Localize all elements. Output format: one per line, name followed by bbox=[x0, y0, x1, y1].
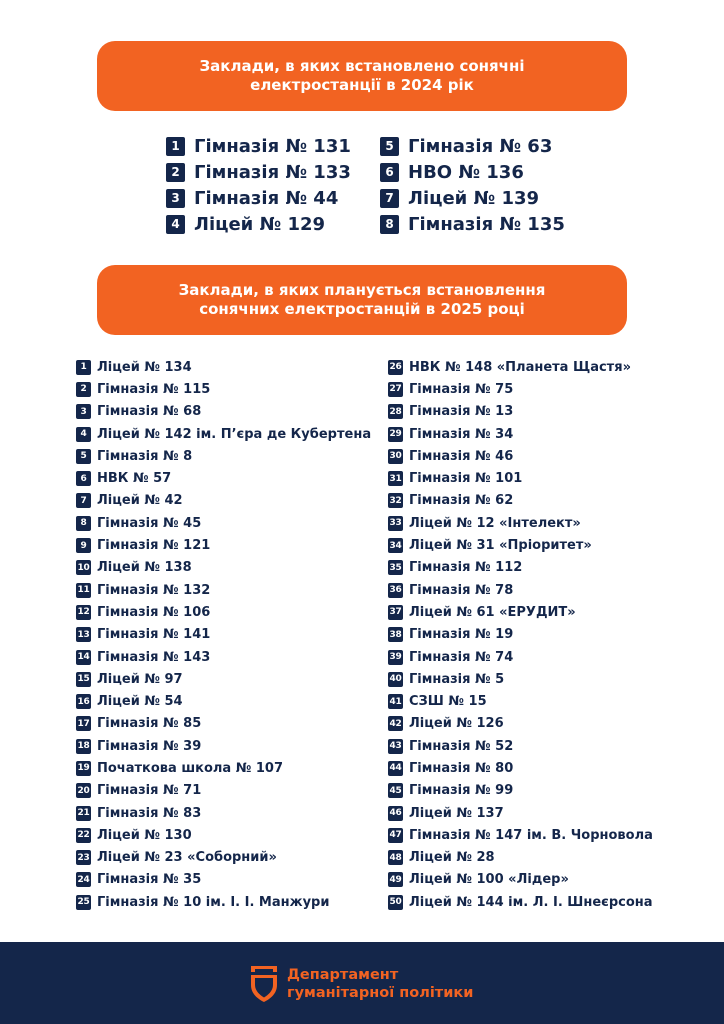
item-name: Гімназія № 133 bbox=[194, 161, 351, 183]
item-number-badge: 45 bbox=[388, 783, 403, 798]
item-number-badge: 34 bbox=[388, 538, 403, 553]
item-number-badge: 25 bbox=[76, 895, 91, 910]
item-number-badge: 10 bbox=[76, 560, 91, 575]
item-name: Гімназія № 8 bbox=[97, 448, 193, 464]
list-item bbox=[388, 534, 653, 556]
list-item bbox=[388, 401, 653, 423]
list-item bbox=[76, 869, 371, 891]
item-name: НВО № 136 bbox=[408, 161, 524, 183]
item-name: Гімназія № 112 bbox=[409, 560, 523, 576]
item-number-badge: 35 bbox=[388, 560, 403, 575]
item-number-badge: 37 bbox=[388, 605, 403, 620]
banner-2025-title-line2: сонячних електростанцій в 2025 році bbox=[199, 300, 525, 318]
item-number-badge: 4 bbox=[166, 215, 185, 234]
item-number-badge: 1 bbox=[76, 360, 91, 375]
item-number-badge: 17 bbox=[76, 716, 91, 731]
list-item bbox=[76, 512, 371, 534]
item-name: Гімназія № 35 bbox=[97, 872, 202, 888]
item-number-badge: 38 bbox=[388, 627, 403, 642]
list-2024-column-1 bbox=[166, 133, 351, 237]
item-number-badge: 42 bbox=[388, 716, 403, 731]
shield-logo-icon bbox=[248, 963, 280, 1003]
item-name: Ліцей № 130 bbox=[97, 827, 192, 843]
list-item bbox=[76, 735, 371, 757]
list-2025-column-1 bbox=[76, 356, 371, 913]
item-name: Гімназія № 68 bbox=[97, 404, 202, 420]
list-item bbox=[76, 534, 371, 556]
item-name: Гімназія № 141 bbox=[97, 627, 211, 643]
banner-2024-title-line2: електростанції в 2024 рік bbox=[250, 76, 474, 94]
item-number-badge: 28 bbox=[388, 404, 403, 419]
item-name: Ліцей № 144 ім. Л. І. Шнеєрсона bbox=[409, 894, 653, 910]
item-name: Гімназія № 19 bbox=[409, 627, 514, 643]
item-name: Ліцей № 134 bbox=[97, 359, 192, 375]
item-name: Гімназія № 83 bbox=[97, 805, 202, 821]
item-name: Гімназія № 10 ім. І. І. Манжури bbox=[97, 894, 330, 910]
list-item bbox=[76, 601, 371, 623]
item-name: Ліцей № 129 bbox=[194, 213, 326, 235]
list-item bbox=[388, 557, 653, 579]
item-number-badge: 46 bbox=[388, 806, 403, 821]
banner-2025 bbox=[97, 265, 627, 335]
list-2024-column-2 bbox=[380, 133, 565, 237]
list-item bbox=[76, 713, 371, 735]
list-item bbox=[76, 579, 371, 601]
item-name: Ліцей № 139 bbox=[408, 187, 540, 209]
list-item bbox=[388, 378, 653, 400]
item-name: Гімназія № 131 bbox=[194, 135, 351, 157]
list-item bbox=[76, 624, 371, 646]
item-number-badge: 6 bbox=[380, 163, 399, 182]
item-name: Гімназія № 39 bbox=[97, 738, 202, 754]
item-number-badge: 26 bbox=[388, 360, 403, 375]
list-item bbox=[76, 467, 371, 489]
item-number-badge: 13 bbox=[76, 627, 91, 642]
item-name: Гімназія № 63 bbox=[408, 135, 553, 157]
item-name: Гімназія № 46 bbox=[409, 448, 514, 464]
list-item bbox=[388, 423, 653, 445]
list-item bbox=[388, 869, 653, 891]
item-name: Гімназія № 101 bbox=[409, 471, 523, 487]
item-name: Ліцей № 42 bbox=[97, 493, 183, 509]
list-item bbox=[76, 757, 371, 779]
item-number-badge: 11 bbox=[76, 583, 91, 598]
list-item bbox=[166, 185, 351, 211]
item-name: Гімназія № 80 bbox=[409, 760, 514, 776]
item-number-badge: 2 bbox=[166, 163, 185, 182]
item-number-badge: 27 bbox=[388, 382, 403, 397]
item-name: Гімназія № 147 ім. В. Чорновола bbox=[409, 827, 653, 843]
list-item bbox=[76, 490, 371, 512]
item-name: Гімназія № 99 bbox=[409, 783, 514, 799]
item-name: Гімназія № 45 bbox=[97, 515, 202, 531]
list-item bbox=[388, 490, 653, 512]
item-number-badge: 1 bbox=[166, 137, 185, 156]
item-number-badge: 7 bbox=[76, 493, 91, 508]
list-item bbox=[76, 378, 371, 400]
item-number-badge: 7 bbox=[380, 189, 399, 208]
item-name: Гімназія № 121 bbox=[97, 538, 211, 554]
item-name: Гімназія № 143 bbox=[97, 649, 211, 665]
list-item bbox=[166, 211, 351, 237]
item-name: Гімназія № 85 bbox=[97, 716, 202, 732]
item-number-badge: 5 bbox=[76, 449, 91, 464]
item-name: Ліцей № 28 bbox=[409, 850, 495, 866]
item-name: Гімназія № 13 bbox=[409, 404, 514, 420]
list-item bbox=[388, 824, 653, 846]
list-item bbox=[388, 601, 653, 623]
item-number-badge: 6 bbox=[76, 471, 91, 486]
list-item bbox=[388, 467, 653, 489]
item-name: Ліцей № 100 «Лідер» bbox=[409, 872, 569, 888]
item-name: Ліцей № 31 «Пріоритет» bbox=[409, 538, 592, 554]
item-name: Ліцей № 23 «Соборний» bbox=[97, 850, 277, 866]
item-name: Ліцей № 126 bbox=[409, 716, 504, 732]
item-number-badge: 33 bbox=[388, 516, 403, 531]
list-item bbox=[76, 445, 371, 467]
item-number-badge: 21 bbox=[76, 806, 91, 821]
banner-2024-title-line1: Заклади, в яких встановлено сонячні bbox=[199, 57, 525, 75]
item-name: Гімназія № 115 bbox=[97, 381, 211, 397]
list-item bbox=[380, 159, 565, 185]
item-number-badge: 43 bbox=[388, 739, 403, 754]
item-name: Ліцей № 54 bbox=[97, 694, 183, 710]
item-number-badge: 32 bbox=[388, 493, 403, 508]
item-number-badge: 8 bbox=[76, 516, 91, 531]
list-item bbox=[388, 713, 653, 735]
item-number-badge: 22 bbox=[76, 828, 91, 843]
list-item bbox=[76, 423, 371, 445]
item-number-badge: 29 bbox=[388, 427, 403, 442]
item-name: НВК № 57 bbox=[97, 471, 172, 487]
list-item bbox=[388, 579, 653, 601]
item-number-badge: 12 bbox=[76, 605, 91, 620]
department-name bbox=[287, 966, 473, 1002]
item-name: Початкова школа № 107 bbox=[97, 760, 284, 776]
item-number-badge: 50 bbox=[388, 895, 403, 910]
item-name: НВК № 148 «Планета Щастя» bbox=[409, 359, 631, 375]
list-item bbox=[388, 445, 653, 467]
item-name: Ліцей № 97 bbox=[97, 671, 183, 687]
list-item bbox=[76, 557, 371, 579]
item-name: Гімназія № 78 bbox=[409, 582, 514, 598]
list-item bbox=[388, 690, 653, 712]
item-number-badge: 2 bbox=[76, 382, 91, 397]
item-name: Ліцей № 142 ім. П’єра де Кубертена bbox=[97, 426, 372, 442]
list-item bbox=[166, 159, 351, 185]
item-number-badge: 8 bbox=[380, 215, 399, 234]
item-name: Ліцей № 12 «Інтелект» bbox=[409, 515, 581, 531]
item-name: Ліцей № 61 «ЕРУДИТ» bbox=[409, 604, 576, 620]
item-name: Гімназія № 135 bbox=[408, 213, 565, 235]
item-number-badge: 19 bbox=[76, 761, 91, 776]
item-number-badge: 30 bbox=[388, 449, 403, 464]
list-item bbox=[388, 512, 653, 534]
list-item bbox=[166, 133, 351, 159]
department-name-line2: гуманітарної політики bbox=[287, 985, 474, 1001]
item-number-badge: 47 bbox=[388, 828, 403, 843]
list-item bbox=[76, 780, 371, 802]
item-number-badge: 24 bbox=[76, 872, 91, 887]
item-number-badge: 23 bbox=[76, 850, 91, 865]
item-name: Гімназія № 132 bbox=[97, 582, 211, 598]
list-item bbox=[388, 356, 653, 378]
department-name-line1: Департамент bbox=[287, 967, 399, 983]
item-name: Ліцей № 138 bbox=[97, 560, 192, 576]
item-name: Гімназія № 62 bbox=[409, 493, 514, 509]
list-item bbox=[380, 185, 565, 211]
list-item bbox=[388, 802, 653, 824]
item-number-badge: 16 bbox=[76, 694, 91, 709]
item-number-badge: 4 bbox=[76, 427, 91, 442]
item-name: Ліцей № 137 bbox=[409, 805, 504, 821]
list-item bbox=[388, 757, 653, 779]
item-name: Гімназія № 34 bbox=[409, 426, 514, 442]
list-item bbox=[388, 646, 653, 668]
item-number-badge: 5 bbox=[380, 137, 399, 156]
list-item bbox=[76, 401, 371, 423]
list-item bbox=[388, 847, 653, 869]
list-item bbox=[76, 356, 371, 378]
list-item bbox=[76, 802, 371, 824]
list-item bbox=[76, 847, 371, 869]
item-number-badge: 9 bbox=[76, 538, 91, 553]
list-item bbox=[388, 668, 653, 690]
item-number-badge: 3 bbox=[166, 189, 185, 208]
item-name: Гімназія № 74 bbox=[409, 649, 514, 665]
item-number-badge: 40 bbox=[388, 672, 403, 687]
item-number-badge: 31 bbox=[388, 471, 403, 486]
list-item bbox=[388, 735, 653, 757]
banner-2024 bbox=[97, 41, 627, 111]
item-number-badge: 44 bbox=[388, 761, 403, 776]
item-number-badge: 49 bbox=[388, 872, 403, 887]
item-number-badge: 36 bbox=[388, 583, 403, 598]
list-item bbox=[76, 891, 371, 913]
item-number-badge: 18 bbox=[76, 739, 91, 754]
item-name: Гімназія № 52 bbox=[409, 738, 514, 754]
list-2025-column-2 bbox=[388, 356, 653, 913]
banner-2025-title-line1: Заклади, в яких планується встановлення bbox=[178, 281, 546, 299]
item-name: Гімназія № 106 bbox=[97, 604, 211, 620]
item-number-badge: 15 bbox=[76, 672, 91, 687]
item-name: Гімназія № 75 bbox=[409, 381, 514, 397]
item-number-badge: 20 bbox=[76, 783, 91, 798]
item-name: СЗШ № 15 bbox=[409, 694, 487, 710]
list-item bbox=[388, 624, 653, 646]
item-number-badge: 3 bbox=[76, 404, 91, 419]
list-item bbox=[76, 690, 371, 712]
list-item bbox=[76, 646, 371, 668]
list-item bbox=[388, 891, 653, 913]
list-item bbox=[388, 780, 653, 802]
item-name: Гімназія № 44 bbox=[194, 187, 339, 209]
item-number-badge: 14 bbox=[76, 650, 91, 665]
item-name: Гімназія № 5 bbox=[409, 671, 505, 687]
list-item bbox=[76, 668, 371, 690]
list-item bbox=[76, 824, 371, 846]
item-number-badge: 48 bbox=[388, 850, 403, 865]
list-item bbox=[380, 133, 565, 159]
list-item bbox=[380, 211, 565, 237]
item-number-badge: 39 bbox=[388, 650, 403, 665]
item-number-badge: 41 bbox=[388, 694, 403, 709]
item-name: Гімназія № 71 bbox=[97, 783, 202, 799]
